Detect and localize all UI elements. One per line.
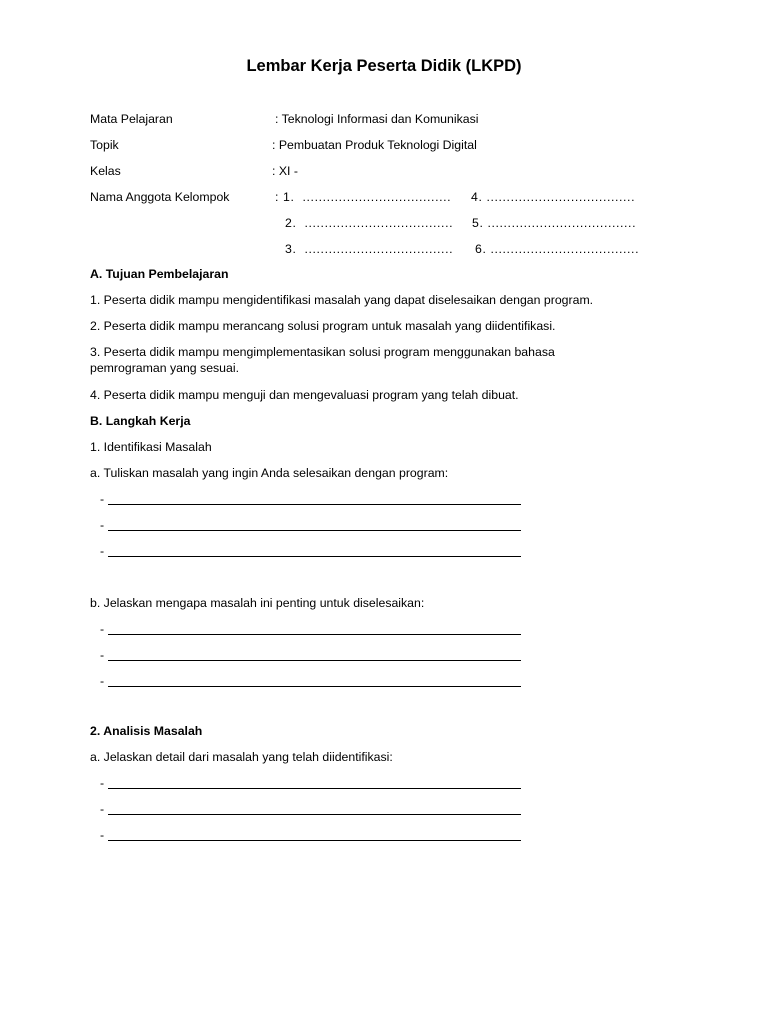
anggota-label: Nama Anggota Kelompok — [90, 190, 230, 204]
goal-item: 4. Peserta didik mampu menguji dan mengevaluasi program yang telah dibuat. — [90, 388, 519, 402]
step1-question-b: b. Jelaskan mengapa masalah ini penting untuk diselesaikan: — [90, 596, 425, 610]
goal-item: 3. Peserta didik mampu mengimplementasikan solusi program menggunakan bahasa — [90, 345, 555, 359]
member-slot-3: 3. ..................................... — [285, 242, 454, 256]
goal-item: 1. Peserta didik mampu mengidentifikasi masalah yang dapat diselesaikan dengan program. — [90, 293, 594, 307]
member-slot-4: 4. ..................................... — [471, 190, 636, 204]
kelas-value: : XI - — [272, 164, 298, 178]
answer-line[interactable]: - — [100, 622, 108, 637]
answer-line[interactable]: - — [100, 518, 108, 533]
goal-item: 2. Peserta didik mampu merancang solusi program untuk masalah yang diidentifikasi. — [90, 319, 556, 333]
member-slot-1: : 1. ..................................... — [275, 190, 452, 204]
member-slot-5: 5. ..................................... — [472, 216, 637, 230]
answer-line[interactable]: - — [100, 802, 108, 817]
mapel-value: : Teknologi Informasi dan Komunikasi — [275, 112, 479, 126]
goal-item-continued: pemrograman yang sesuai. — [90, 361, 240, 375]
page-title: Lembar Kerja Peserta Didik (LKPD) — [246, 57, 522, 75]
answer-line[interactable]: - — [100, 492, 108, 507]
answer-line[interactable]: - — [100, 544, 108, 559]
step1-heading: 1. Identifikasi Masalah — [90, 440, 212, 454]
step1-question-a: a. Tuliskan masalah yang ingin Anda selesaikan dengan program: — [90, 466, 449, 480]
member-slot-6: 6. ..................................... — [475, 242, 640, 256]
topik-value: : Pembuatan Produk Teknologi Digital — [272, 138, 477, 152]
mapel-label: Mata Pelajaran — [90, 112, 173, 126]
answer-line[interactable]: - — [100, 776, 108, 791]
answer-line[interactable]: - — [100, 648, 108, 663]
section-a-heading: A. Tujuan Pembelajaran — [90, 267, 229, 281]
step2-heading: 2. Analisis Masalah — [90, 724, 203, 738]
answer-line[interactable]: - — [100, 674, 108, 689]
member-slot-2: 2. ..................................... — [285, 216, 454, 230]
section-b-heading: B. Langkah Kerja — [90, 414, 191, 428]
answer-line[interactable]: - — [100, 828, 108, 843]
step2-question-a: a. Jelaskan detail dari masalah yang telah diidentifikasi: — [90, 750, 393, 764]
topik-label: Topik — [90, 138, 119, 152]
kelas-label: Kelas — [90, 164, 121, 178]
